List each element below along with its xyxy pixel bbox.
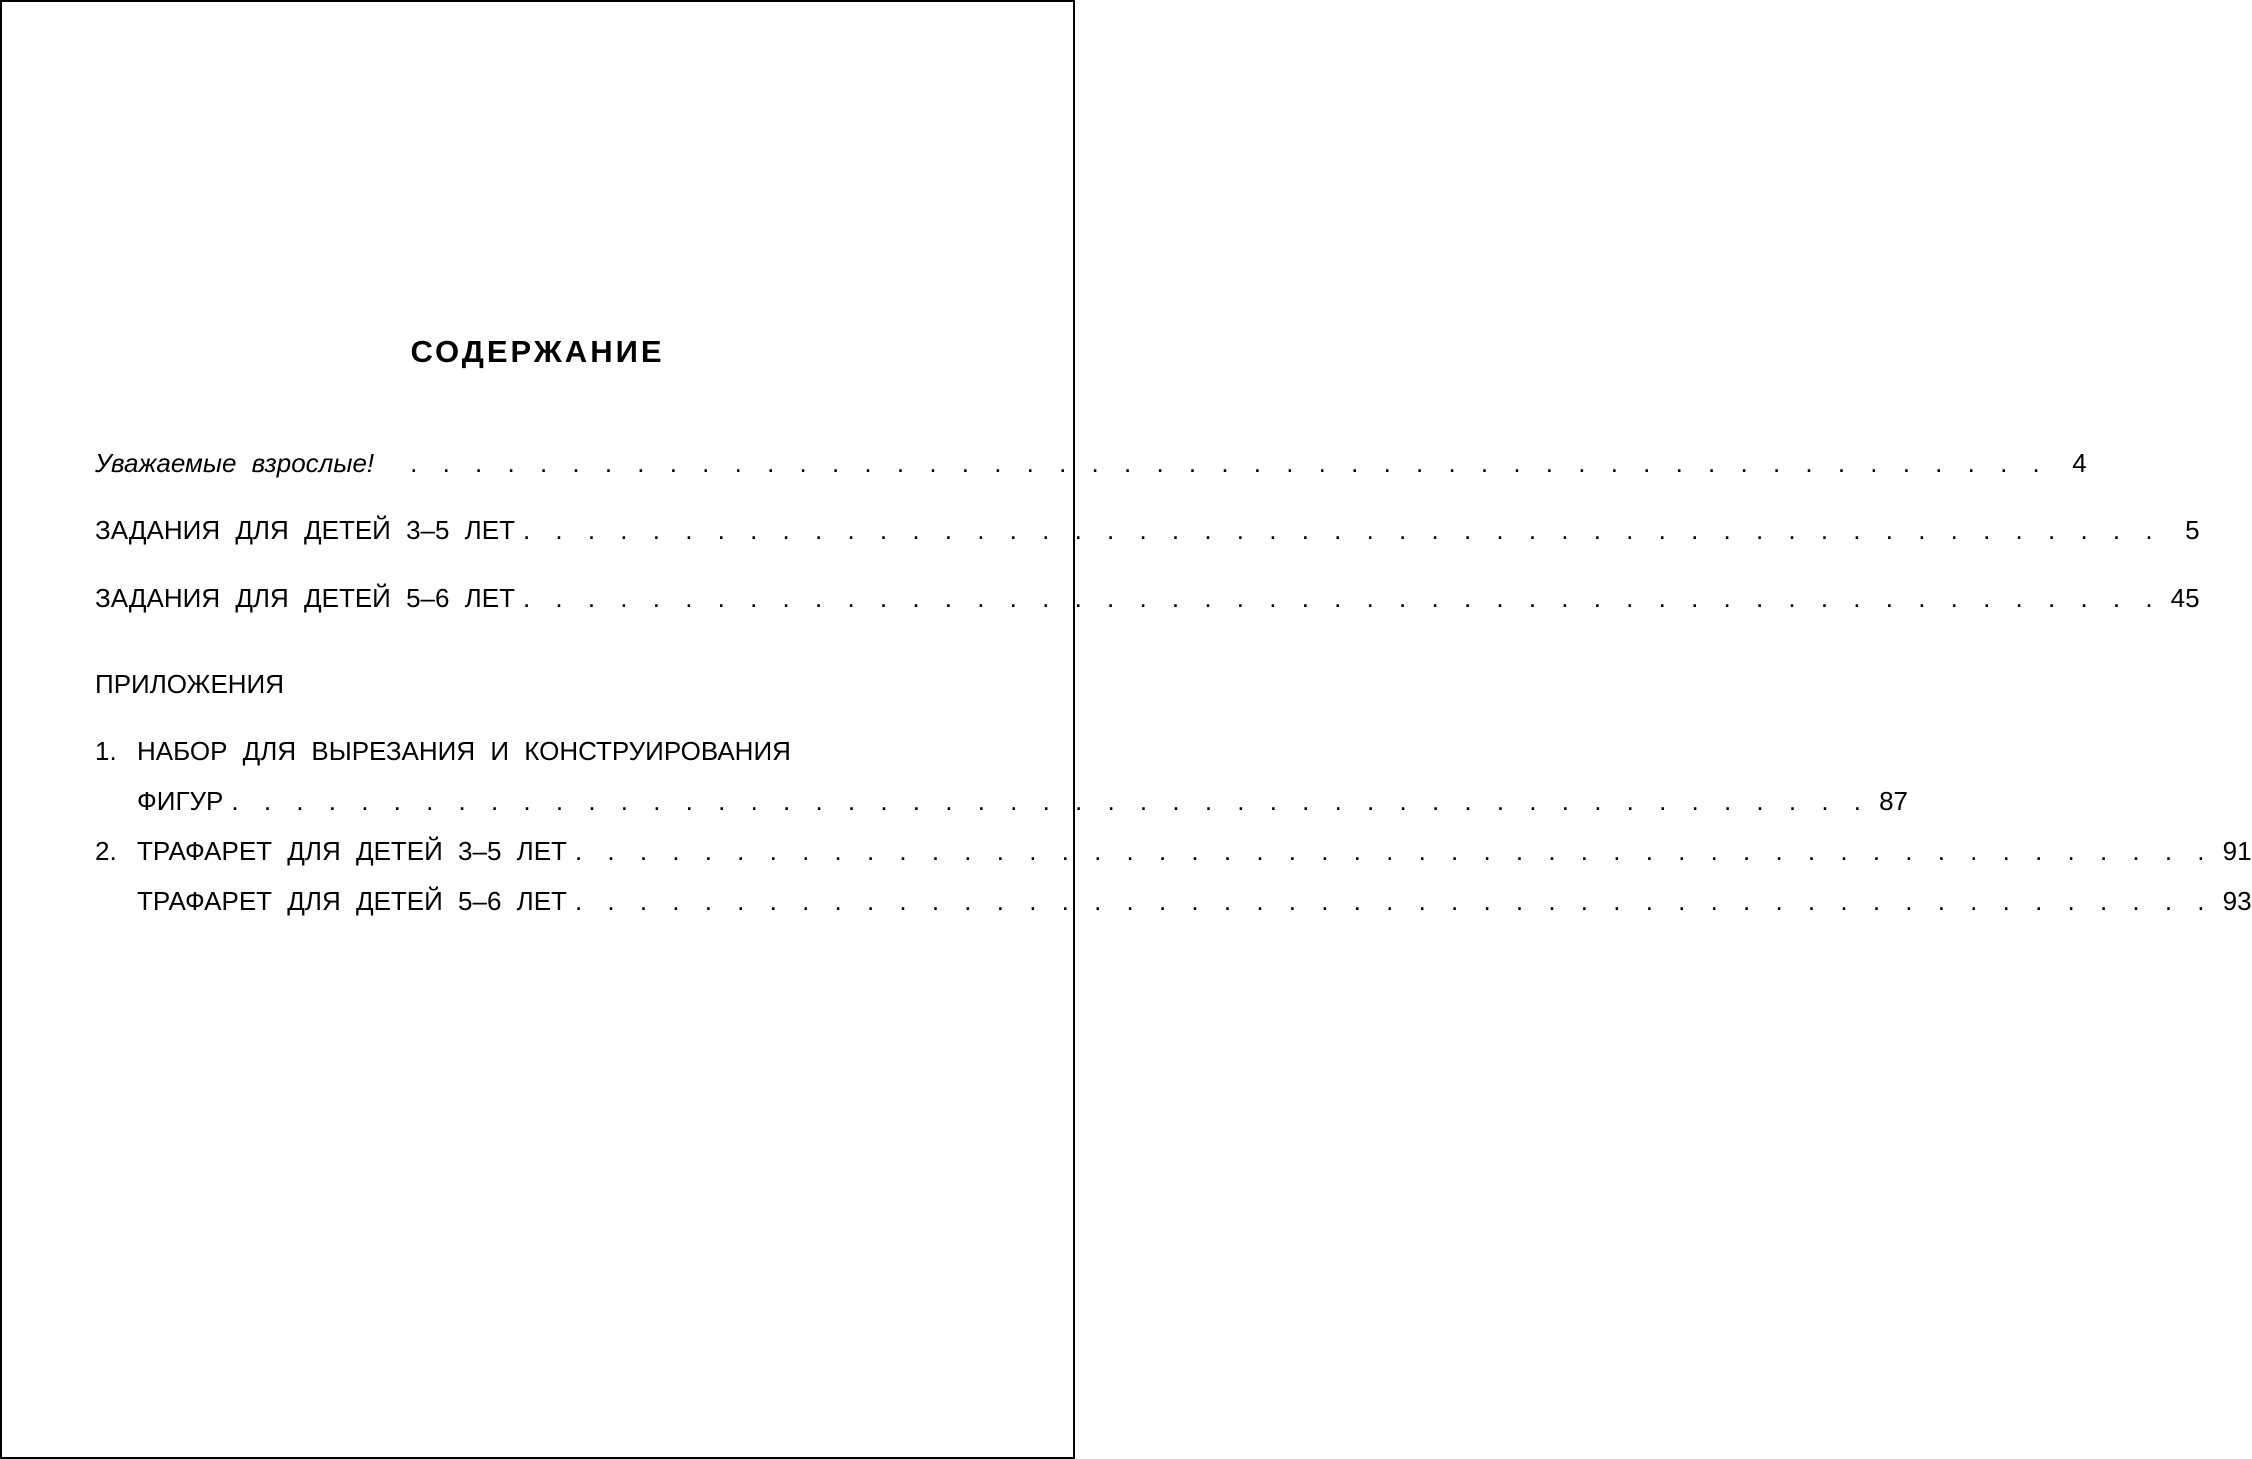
appendix-heading: ПРИЛОЖЕНИЯ — [95, 669, 285, 699]
dot-leader: . . . . . . . . . . . . . . . . . . . . . . . . . . . . . . . . . . . . . . . . . . . . . . . . . . . — [522, 515, 2162, 545]
appendix-item-number: 1. — [95, 736, 117, 766]
toc-entry-label: Уважаемые взрослые! — [95, 448, 375, 478]
dot-leader: . . . . . . . . . . . . . . . . . . . . . . . . . . . . . . . . . . . . . . . . . . . . . . . . . . . — [231, 786, 1870, 816]
appendix-item-label: ТРАФАРЕТ ДЛЯ ДЕТЕЙ 5–6 ЛЕТ — [137, 886, 567, 916]
toc-entry[interactable] — [95, 835, 2252, 867]
toc-entry[interactable] — [95, 514, 2200, 546]
dot-leader: . . . . . . . . . . . . . . . . . . . . . . . . . . . . . . . . . . . . . . . . . . . . . . . . . . . — [574, 886, 2214, 916]
dot-leader: . . . . . . . . . . . . . . . . . . . . . . . . . . . . . . . . . . . . . . . . . . . . . . . . . . . — [574, 836, 2214, 866]
page-border — [0, 0, 1075, 1459]
toc-entry[interactable] — [95, 885, 2252, 917]
page-title: СОДЕРЖАНИЕ — [410, 334, 665, 369]
toc-entry-page: 91 — [2222, 836, 2252, 866]
dot-leader: . . . . . . . . . . . . . . . . . . . . . . . . . . . . . . . . . . . . . . . . . . . . . . . . . . . — [410, 448, 2049, 478]
appendix-item-line[interactable] — [95, 735, 791, 767]
dot-leader: . . . . . . . . . . . . . . . . . . . . . . . . . . . . . . . . . . . . . . . . . . . . . . . . . . . — [522, 583, 2162, 613]
appendix-item-label: ТРАФАРЕТ ДЛЯ ДЕТЕЙ 3–5 ЛЕТ — [137, 836, 567, 866]
toc-entry[interactable] — [95, 447, 2087, 479]
toc-entry-page: 93 — [2222, 886, 2252, 916]
toc-entry-page: 4 — [2072, 448, 2087, 478]
toc-entry-label: ЗАДАНИЯ ДЛЯ ДЕТЕЙ 5–6 ЛЕТ — [95, 583, 515, 613]
toc-entry-page: 5 — [2185, 515, 2200, 545]
appendix-item-label: ФИГУР — [137, 786, 224, 816]
toc-entry[interactable] — [95, 582, 2200, 614]
appendix-item-number: 2. — [95, 836, 117, 866]
toc-entry-page: 45 — [2170, 583, 2200, 613]
toc-entry-label: ЗАДАНИЯ ДЛЯ ДЕТЕЙ 3–5 ЛЕТ — [95, 515, 515, 545]
toc-entry[interactable] — [137, 785, 1908, 817]
toc-entry-page: 87 — [1879, 786, 1908, 816]
appendix-item-label: НАБОР ДЛЯ ВЫРЕЗАНИЯ И КОНСТРУИРОВАНИЯ — [137, 736, 791, 766]
